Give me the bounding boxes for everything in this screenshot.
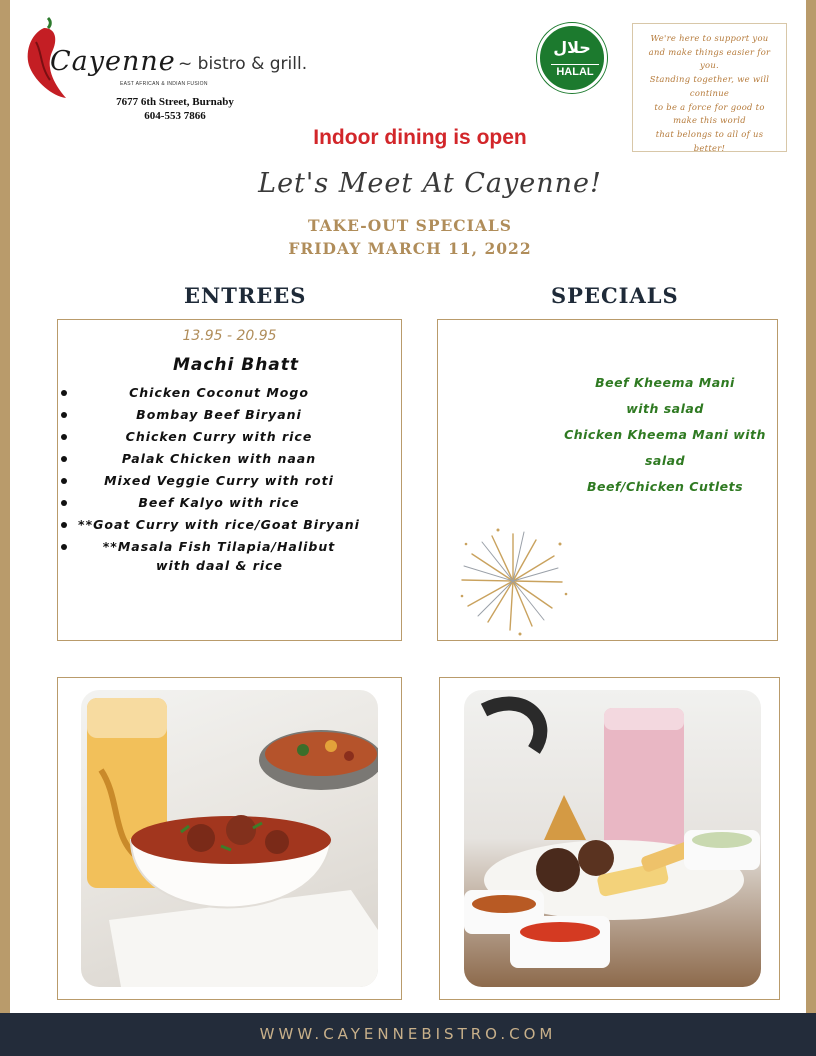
quote-line: that belongs to all of us [655, 128, 764, 139]
entree-title: Machi Bhatt [172, 355, 300, 375]
quote-line: you. [699, 60, 720, 71]
continuation-text: with daal & rice [155, 558, 284, 573]
specials-list [560, 370, 770, 500]
firework-burst-icon [458, 526, 568, 636]
bullet-icon [61, 390, 67, 396]
right-photo-frame [439, 677, 780, 1000]
entree-item-text: **Goat Curry with rice/Goat Biryani [78, 517, 360, 532]
entree-item-text: Chicken Curry with rice [125, 429, 313, 444]
bullet-icon [61, 456, 67, 462]
list-item [58, 492, 401, 514]
price-range: 13.95 - 20.95 [182, 328, 277, 344]
list-item [58, 382, 401, 404]
special-line: Beef Kheema Mani [595, 375, 735, 390]
quote-line: better! [693, 142, 726, 153]
script-tagline: Let's Meet At Cayenne! [258, 168, 602, 199]
quote-line: to be a force for good to [654, 101, 765, 112]
list-item [58, 404, 401, 426]
special-line: salad [644, 453, 686, 468]
list-item [58, 536, 401, 558]
announcement-text: Indoor dining is open [313, 126, 527, 149]
specials-header [256, 214, 564, 260]
indoor-dining-announcement [0, 126, 816, 150]
brand-name: Cayenne [50, 46, 176, 77]
curry-photo [81, 690, 378, 987]
quote-line: and make things easier for [648, 46, 771, 57]
specials-panel [437, 319, 778, 641]
bullet-icon [61, 434, 67, 440]
footer-bar [0, 1013, 816, 1056]
list-item [58, 426, 401, 448]
quote-line: We're here to support you [650, 33, 769, 43]
takeout-specials-title: TAKE-OUT SPECIALS [307, 216, 513, 235]
address-phone: 604-553 7866 [144, 110, 206, 122]
halal-arabic-text: حلال [553, 38, 591, 57]
entrees-heading: ENTREES [184, 283, 307, 308]
entree-item-text: Bombay Beef Biryani [136, 407, 302, 422]
special-line: Chicken Kheema Mani with [564, 427, 766, 442]
entree-list [58, 382, 401, 558]
bullet-icon [61, 500, 67, 506]
special-line: with salad [626, 401, 704, 416]
list-item [58, 448, 401, 470]
entree-item-text: Mixed Veggie Curry with roti [104, 473, 334, 488]
address-street: 7677 6th Street, Burnaby [116, 96, 234, 108]
specials-heading: SPECIALS [551, 283, 679, 308]
left-photo-frame [57, 677, 402, 1000]
quote-line: Standing together, we will [649, 74, 770, 85]
bullet-icon [61, 544, 67, 550]
platter-photo [464, 690, 761, 987]
halal-label: HALAL [551, 64, 599, 78]
entree-item-text: Palak Chicken with naan [121, 451, 317, 466]
entrees-panel [57, 319, 402, 641]
bullet-icon [61, 522, 67, 528]
website-url: WWW.CAYENNEBISTRO.COM [259, 1025, 557, 1043]
special-line: Beef/Chicken Cutlets [586, 479, 744, 494]
brand-tagline: ~ bistro & grill. [178, 54, 308, 74]
curry-illustration [81, 690, 378, 987]
list-item [58, 470, 401, 492]
list-item [58, 514, 401, 536]
address-block [106, 95, 244, 123]
specials-date: FRIDAY MARCH 11, 2022 [288, 239, 532, 258]
bullet-icon [61, 412, 67, 418]
entree-item-continuation [58, 558, 401, 573]
platter-illustration [464, 690, 761, 987]
entree-item-text: Chicken Coconut Mogo [129, 385, 309, 400]
bullet-icon [61, 478, 67, 484]
quote-line: make this world [673, 115, 746, 126]
right-gold-border [806, 0, 816, 1013]
halal-badge [537, 23, 607, 93]
left-gold-border [0, 0, 10, 1013]
entree-item-text: Beef Kalyo with rice [138, 495, 300, 510]
restaurant-logo [22, 16, 312, 106]
quote-line: continue [689, 87, 730, 98]
brand-subtitle: EAST AFRICAN & INDIAN FUSION [120, 81, 208, 87]
entree-item-text: **Masala Fish Tilapia/Halibut [102, 539, 336, 554]
